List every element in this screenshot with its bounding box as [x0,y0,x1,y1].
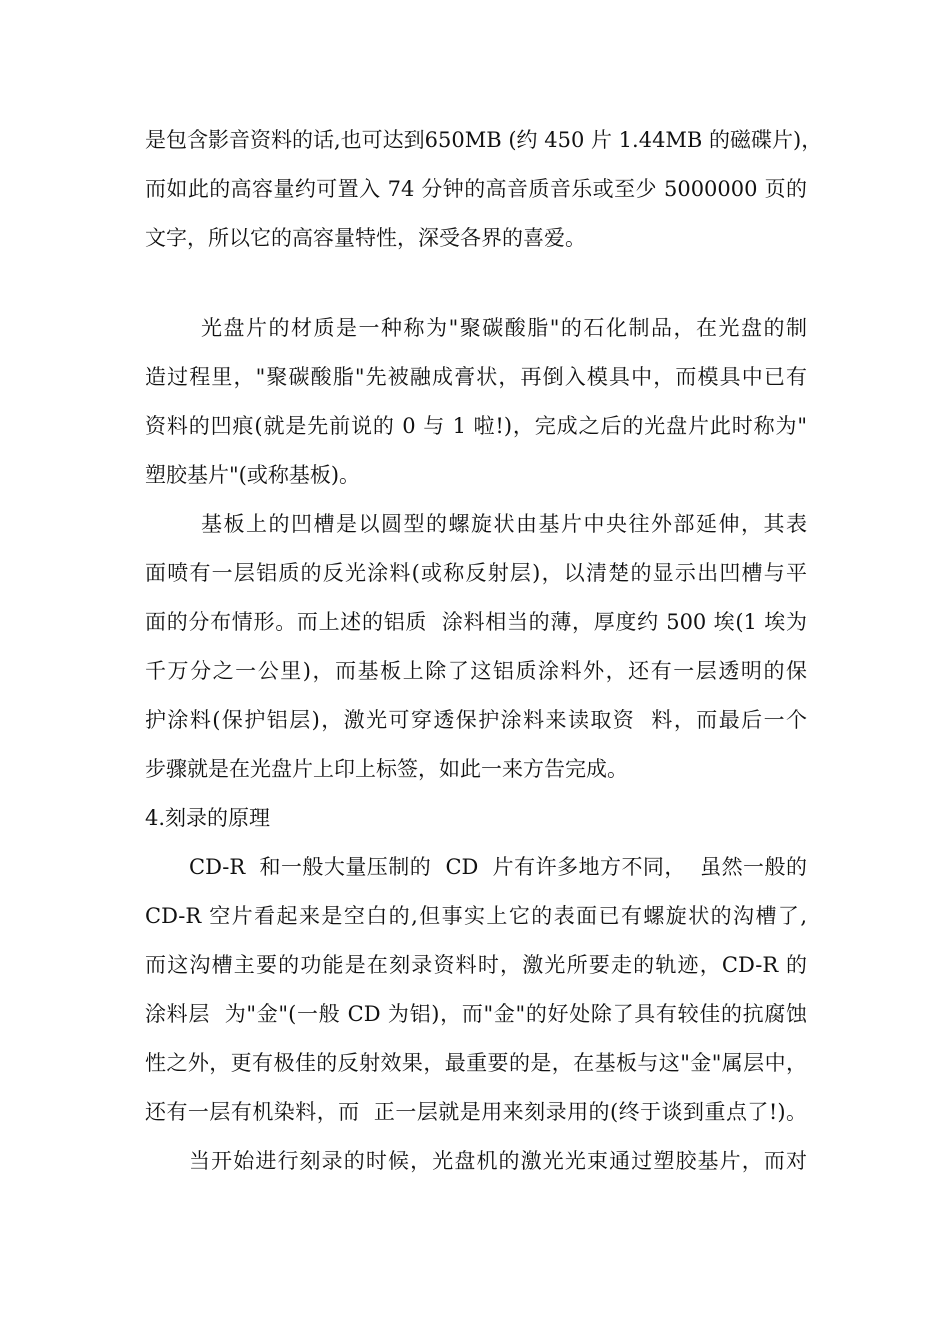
text-line: 面喷有一层铝质的反光涂料(或称反射层)，以清楚的显示出凹槽与平 [145,561,807,585]
text-line: 而这沟槽主要的功能是在刻录资料时，激光所要走的轨迹，CD-R 的 [145,953,807,977]
text-line: 当开始进行刻录的时候，光盘机的激光光束通过塑胶基片，而对 [189,1149,807,1173]
text-line: 步骤就是在光盘片上印上标签，如此一来方告完成。 [145,757,628,781]
paragraph-cdr [145,843,807,1137]
text-line: 面的分布情形。而上述的铝质 涂料相当的薄，厚度约 500 埃(1 埃为 [145,610,807,634]
text-line: CD-R 空片看起来是空白的,但事实上它的表面已有螺旋状的沟槽了, [145,904,807,928]
paragraph-gap [145,263,807,304]
text-line: 造过程里，"聚碳酸脂"先被融成膏状，再倒入模具中，而模具中已有 [145,365,807,389]
text-line: 塑胶基片"(或称基板)。 [145,463,361,487]
text-line: 基板上的凹槽是以圆型的螺旋状由基片中央往外部延伸，其表 [201,512,807,536]
text-line: CD-R 和一般大量压制的 CD 片有许多地方不同， 虽然一般的 [189,855,807,879]
text-line: 还有一层有机染料，而 正一层就是用来刻录用的(终于谈到重点了!)。 [145,1100,807,1124]
text-line: 而如此的高容量约可置入 74 分钟的高音质音乐或至少 5000000 页的 [145,177,807,201]
document-page [145,116,823,1186]
paragraph-burning [145,1137,807,1186]
paragraph-substrate [145,500,807,794]
text-line: 千万分之一公里)，而基板上除了这铝质涂料外，还有一层透明的保 [145,659,807,683]
paragraph-material [145,304,807,500]
section-heading: 4.刻录的原理 [145,806,271,830]
paragraph-capacity [145,116,823,263]
text-line: 性之外，更有极佳的反射效果，最重要的是，在基板与这"金"属层中， [145,1051,807,1075]
text-line: 资料的凹痕(就是先前说的 0 与 1 啦!)，完成之后的光盘片此时称为" [145,414,807,438]
text-line: 护涂料(保护铝层)，激光可穿透保护涂料来读取资 料，而最后一个 [145,708,807,732]
text-line: 光盘片的材质是一种称为"聚碳酸脂"的石化制品，在光盘的制 [201,316,807,340]
text-line: 文字，所以它的高容量特性，深受各界的喜爱。 [145,226,586,250]
text-line: 是包含影音资料的话,也可达到650MB (约 450 片 1.44MB 的磁碟片)， [145,128,823,152]
text-line: 涂料层 为"金"(一般 CD 为铝)，而"金"的好处除了具有较佳的抗腐蚀 [145,1002,807,1026]
